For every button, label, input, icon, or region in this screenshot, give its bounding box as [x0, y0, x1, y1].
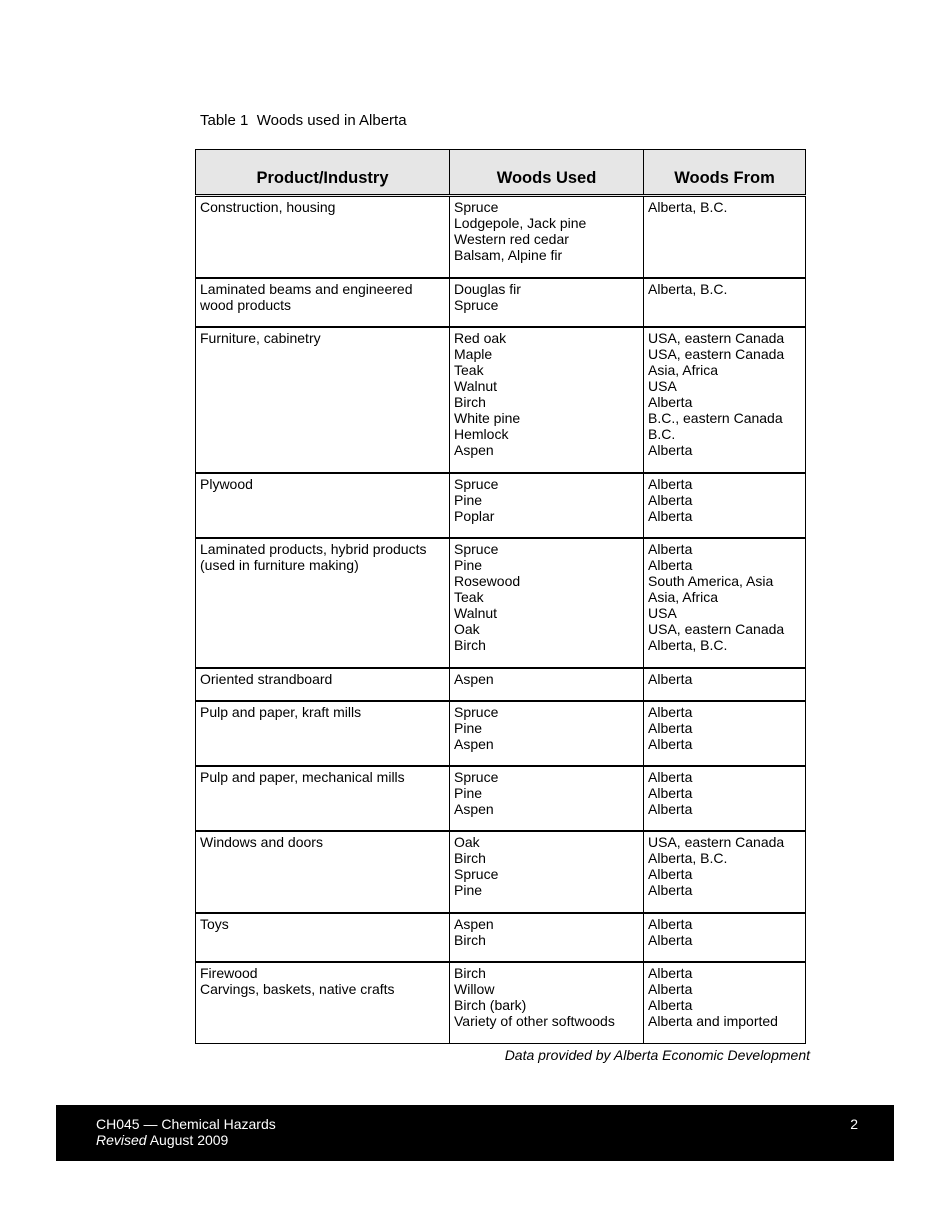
cell-line: Alberta	[648, 784, 693, 801]
woods-used-cell	[450, 668, 644, 701]
product-cell	[196, 278, 450, 327]
cell-line: Alberta	[648, 393, 693, 410]
cell-line: Laminated products, hybrid products	[200, 540, 427, 557]
cell-line: Aspen	[454, 800, 494, 817]
cell-line: Pine	[454, 881, 483, 898]
cell-line: Pine	[454, 556, 483, 573]
woods-from-cell	[644, 327, 806, 473]
table-row	[196, 278, 806, 327]
page-footer	[56, 1105, 894, 1161]
cell-line: Alberta	[648, 719, 693, 736]
table-row	[196, 473, 806, 538]
woods-from-cell	[644, 196, 806, 278]
cell-line: USA, eastern Canada	[648, 833, 785, 850]
woods-from-cell	[644, 473, 806, 538]
woods-used-cell	[450, 766, 644, 831]
product-cell	[196, 962, 450, 1044]
cell-line: Maple	[454, 345, 493, 362]
product-cell	[196, 538, 450, 668]
footer-course: CH045 — Chemical Hazards	[96, 1116, 276, 1132]
header-woods-used: Woods Used	[450, 150, 644, 196]
cell-line: B.C.	[648, 425, 676, 442]
cell-line: Alberta	[648, 996, 693, 1013]
cell-line: Oak	[454, 833, 480, 850]
cell-line: South America, Asia	[648, 572, 774, 589]
woods-from-cell	[644, 701, 806, 766]
table-header-row	[196, 150, 806, 196]
cell-line: Hemlock	[454, 425, 509, 442]
cell-line: Alberta	[648, 735, 693, 752]
table-row	[196, 668, 806, 701]
table-caption	[200, 112, 407, 129]
footer-revised-word: Revised	[96, 1132, 147, 1148]
cell-line: Walnut	[454, 377, 498, 394]
cell-line: Furniture, cabinetry	[200, 329, 321, 346]
page-number: 2	[850, 1116, 858, 1132]
woods-from-cell	[644, 913, 806, 962]
cell-line: Willow	[454, 980, 495, 997]
cell-line: Alberta	[648, 964, 693, 981]
cell-line: Spruce	[454, 768, 499, 785]
footer-left	[96, 1116, 276, 1148]
cell-line: White pine	[454, 409, 521, 426]
woods-from-cell	[644, 538, 806, 668]
woods-from-cell	[644, 766, 806, 831]
cell-line: Asia, Africa	[648, 361, 719, 378]
cell-line: Alberta	[648, 800, 693, 817]
woods-used-cell	[450, 196, 644, 278]
cell-line: USA, eastern Canada	[648, 620, 785, 637]
cell-line: Birch	[454, 964, 486, 981]
cell-line: Toys	[200, 915, 229, 932]
cell-line: Firewood	[200, 964, 258, 981]
cell-line: Spruce	[454, 296, 499, 313]
cell-line: Windows and doors	[200, 833, 323, 850]
cell-line: Plywood	[200, 475, 253, 492]
table-row	[196, 913, 806, 962]
table-title: Woods used in Alberta	[256, 112, 407, 129]
cell-line: Western red cedar	[454, 231, 569, 247]
cell-line: USA	[648, 377, 677, 394]
cell-line: Spruce	[454, 199, 499, 215]
table-row	[196, 831, 806, 913]
cell-line: Alberta	[648, 670, 693, 687]
cell-line: Aspen	[454, 670, 494, 687]
footer-revised	[96, 1132, 276, 1148]
cell-line: Aspen	[454, 735, 494, 752]
table-row	[196, 962, 806, 1044]
cell-line: Lodgepole, Jack pine	[454, 215, 587, 231]
cell-line: Carvings, baskets, native crafts	[200, 980, 395, 997]
cell-line: Alberta and imported	[648, 1012, 778, 1029]
table-row	[196, 196, 806, 278]
cell-line: Balsam, Alpine fir	[454, 247, 563, 263]
cell-line: Alberta, B.C.	[648, 280, 728, 297]
cell-line: Variety of other softwoods	[454, 1012, 615, 1029]
woods-from-cell	[644, 962, 806, 1044]
product-cell	[196, 668, 450, 701]
cell-line: Alberta	[648, 540, 693, 557]
source-note: Data provided by Alberta Economic Development	[504, 1047, 810, 1063]
cell-line: Birch	[454, 393, 486, 410]
woods-used-cell	[450, 962, 644, 1044]
cell-line: (used in furniture making)	[200, 556, 359, 573]
table-row	[196, 766, 806, 831]
cell-line: Poplar	[454, 507, 495, 524]
table-body	[196, 196, 806, 1044]
cell-line: Pine	[454, 491, 483, 508]
cell-line: Alberta, B.C.	[648, 636, 728, 653]
cell-line: Pulp and paper, kraft mills	[200, 703, 362, 720]
cell-line: Douglas fir	[454, 280, 521, 297]
woods-from-cell	[644, 831, 806, 913]
cell-line: Alberta	[648, 703, 693, 720]
woods-used-cell	[450, 913, 644, 962]
woods-used-cell	[450, 538, 644, 668]
cell-line: Alberta, B.C.	[648, 199, 728, 215]
woods-used-cell	[450, 831, 644, 913]
cell-line: Pine	[454, 719, 483, 736]
cell-line: Walnut	[454, 604, 498, 621]
cell-line: Spruce	[454, 540, 499, 557]
cell-line: Alberta	[648, 980, 693, 997]
product-cell	[196, 831, 450, 913]
cell-line: B.C., eastern Canada	[648, 409, 783, 426]
cell-line: Alberta	[648, 491, 693, 508]
cell-line: Teak	[454, 588, 484, 605]
product-cell	[196, 196, 450, 278]
cell-line: Oak	[454, 620, 480, 637]
header-product-industry: Product/Industry	[196, 150, 450, 196]
woods-from-cell	[644, 278, 806, 327]
cell-line: wood products	[200, 296, 292, 313]
cell-line: Teak	[454, 361, 484, 378]
cell-line: Birch (bark)	[454, 996, 527, 1013]
cell-line: Alberta	[648, 507, 693, 524]
cell-line: Alberta	[648, 931, 693, 948]
cell-line: Aspen	[454, 441, 494, 458]
product-cell	[196, 327, 450, 473]
cell-line: USA, eastern Canada	[648, 329, 785, 346]
cell-line: USA, eastern Canada	[648, 345, 785, 362]
cell-line: Oriented strandboard	[200, 670, 333, 687]
cell-line: Alberta, B.C.	[648, 849, 728, 866]
product-cell	[196, 766, 450, 831]
table-row	[196, 327, 806, 473]
cell-line: Alberta	[648, 441, 693, 458]
cell-line: Spruce	[454, 865, 499, 882]
cell-line: Birch	[454, 931, 486, 948]
cell-line: Pulp and paper, mechanical mills	[200, 768, 405, 785]
cell-line: Alberta	[648, 556, 693, 573]
cell-line: Asia, Africa	[648, 588, 719, 605]
woods-used-cell	[450, 278, 644, 327]
cell-line: Laminated beams and engineered	[200, 280, 413, 297]
cell-line: Red oak	[454, 329, 507, 346]
cell-line: Birch	[454, 849, 486, 866]
cell-line: Alberta	[648, 881, 693, 898]
cell-line: Pine	[454, 784, 483, 801]
cell-line: Alberta	[648, 865, 693, 882]
woods-used-cell	[450, 327, 644, 473]
table-label: Table 1	[200, 112, 249, 129]
woods-used-cell	[450, 701, 644, 766]
footer-revised-date: August 2009	[149, 1132, 229, 1148]
cell-line: USA	[648, 604, 677, 621]
cell-line: Birch	[454, 636, 486, 653]
header-woods-from: Woods From	[644, 150, 806, 196]
woods-used-cell	[450, 473, 644, 538]
woods-from-cell	[644, 668, 806, 701]
product-cell	[196, 913, 450, 962]
cell-line: Alberta	[648, 768, 693, 785]
cell-line: Alberta	[648, 475, 693, 492]
cell-line: Alberta	[648, 915, 693, 932]
product-cell	[196, 473, 450, 538]
cell-line: Construction, housing	[200, 199, 336, 215]
cell-line: Spruce	[454, 475, 499, 492]
cell-line: Rosewood	[454, 572, 521, 589]
cell-line: Spruce	[454, 703, 499, 720]
product-cell	[196, 701, 450, 766]
cell-line: Aspen	[454, 915, 494, 932]
table-row	[196, 538, 806, 668]
woods-table	[195, 149, 806, 1044]
table-row	[196, 701, 806, 766]
